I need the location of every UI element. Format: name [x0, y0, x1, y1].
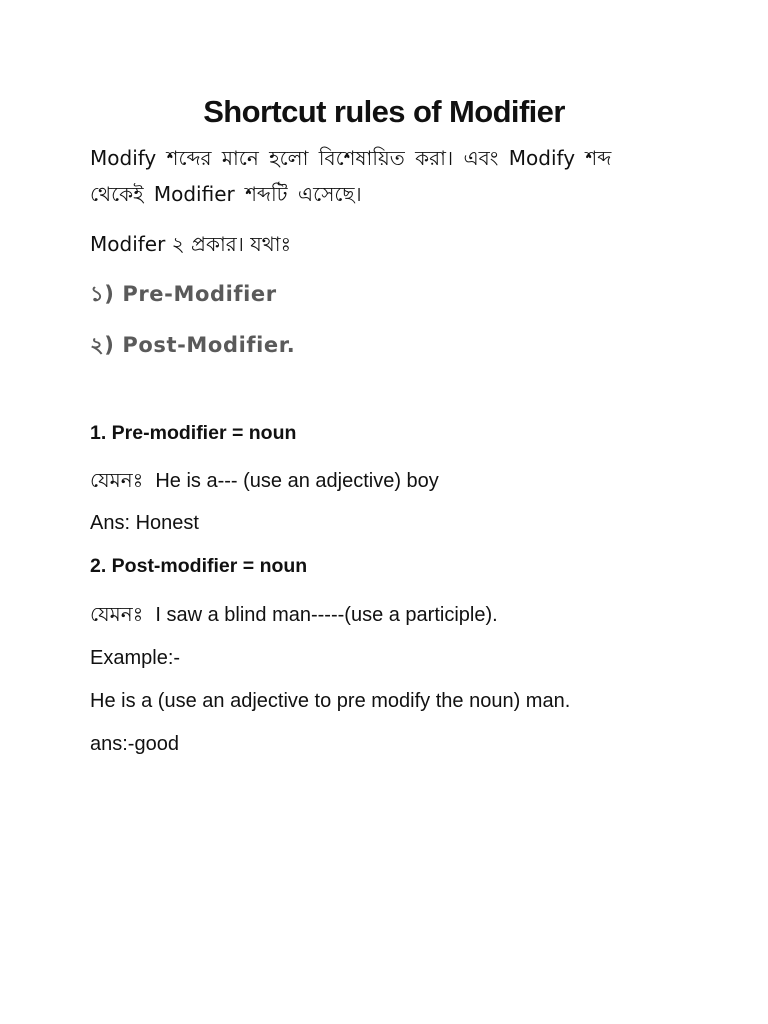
intro-paragraph: Modify শব্দের মানে হলো বিশেষায়িত করা। এবং Modify শব্দ থেকেই Modifier শব্দটি এসেছে। [90, 146, 612, 206]
pre-modifier-example [90, 466, 439, 499]
type-item-post-modifier: ২) Post-Modifier. [90, 333, 296, 357]
example-prefix: যেমনঃ [90, 602, 144, 626]
example-text: He is a--- (use an adjective) boy [155, 470, 439, 492]
example-prefix: যেমনঃ [90, 468, 144, 492]
types-intro: Modifer ২ প্রকার। যথাঃ [90, 232, 292, 256]
pre-modifier-answer: Ans: Honest [90, 512, 199, 534]
type-item-pre-modifier: ১) Pre-Modifier [90, 282, 277, 306]
section-heading-post-modifier: 2. Post-modifier = noun [90, 555, 308, 577]
document-title: Shortcut rules of Modifier [203, 94, 565, 129]
example-text: I saw a blind man-----(use a participle). [155, 604, 498, 626]
example-label: Example:- [90, 647, 181, 669]
section-heading-pre-modifier: 1. Pre-modifier = noun [90, 422, 297, 444]
post-modifier-example [90, 600, 498, 633]
example-answer: ans:-good [90, 733, 179, 755]
example-sentence: He is a (use an adjective to pre modify the noun) man. [90, 690, 571, 712]
